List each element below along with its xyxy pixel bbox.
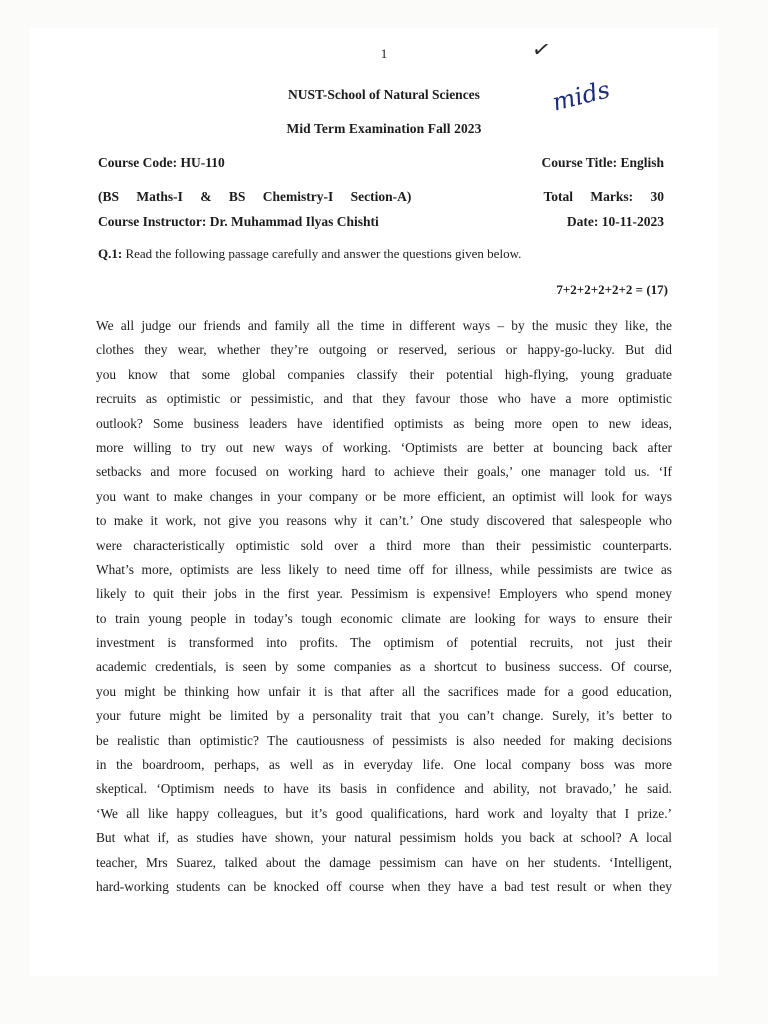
passage-line: you know that some global companies classify their potential high-flying, young graduate	[96, 366, 672, 382]
passage-line: you want to make changes in your company or be more efficient, an optimist will look for ways	[96, 488, 672, 504]
handwritten-note: mids	[549, 75, 613, 117]
exam-title: Mid Term Examination Fall 2023	[286, 121, 482, 136]
reading-passage	[96, 314, 672, 899]
question-marks: 7+2+2+2+2+2 = (17)	[556, 282, 668, 297]
passage-line: to train young people in today’s tough economic climate are looking for ways to ensure their	[96, 610, 672, 626]
passage-line: setbacks and more focused on working hard to achieve their goals,’ one manager told us. ‘If	[96, 464, 672, 480]
passage-line: in the boardroom, perhaps, as well as in everyday life. One local company boss was more	[96, 757, 672, 773]
program-section: (BS Maths-I & BS Chemistry-I Section-A)	[98, 189, 412, 204]
exam-date: Date: 10-11-2023	[566, 214, 664, 229]
passage-line: were characteristically optimistic sold over a third more than their pessimistic counterparts.	[96, 537, 672, 553]
course-code: Course Code: HU-110	[98, 155, 225, 170]
course-instructor: Course Instructor: Dr. Muhammad Ilyas Chishti	[98, 214, 379, 229]
tick-mark-icon: ✓	[529, 36, 553, 65]
passage-line: outlook? Some business leaders have identified optimists as being more open to new ideas,	[96, 415, 672, 431]
passage-line: to make it work, not give you reasons why it can’t.’ One study discovered that salespeople who	[96, 513, 672, 529]
question-prompt	[98, 246, 668, 262]
passage-line: academic credentials, is seen by some companies as a shortcut to business success. Of course,	[96, 659, 672, 675]
passage-line: clothes they wear, whether they’re outgoing or reserved, serious or happy-go-lucky. But did	[96, 342, 672, 358]
passage-line: investment is transformed into profits. The optimism of potential recruits, not just their	[96, 635, 672, 651]
passage-line: What’s more, optimists are less likely to need time off for illness, while pessimists are twice as	[96, 561, 672, 577]
question-label: Q.1:	[98, 246, 123, 261]
institution-title: NUST-School of Natural Sciences	[288, 87, 480, 102]
passage-line: But what if, as studies have shown, your natural pessimism holds you back at school? A local	[96, 830, 672, 846]
passage-line: teacher, Mrs Suarez, talked about the damage pessimism can have on her students. ‘Intelligent,	[96, 854, 672, 870]
passage-line: ‘We all like happy colleagues, but it’s good qualifications, hard work and loyalty that I prize.’	[96, 805, 672, 821]
page-number: 1	[380, 46, 388, 61]
passage-line: you might be thinking how unfair it is that after all the sacrifices made for a good education,	[96, 683, 672, 699]
passage-line: likely to quit their jobs in the first year. Pessimism is expensive! Employers who spend money	[96, 586, 672, 602]
passage-line: your future might be limited by a personality trait that you can’t change. Surely, it’s better to	[96, 708, 672, 724]
passage-line: hard-working students can be knocked off course when they have a bad test result or when they	[96, 878, 672, 894]
question-text: Read the following passage carefully and answer the questions given below.	[125, 246, 522, 261]
total-marks: Total Marks: 30	[543, 189, 664, 204]
passage-line: recruits as optimistic or pessimistic, and that they favour those who have a more optimistic	[96, 391, 672, 407]
course-title: Course Title: English	[541, 155, 664, 170]
passage-line: more willing to try out new ways of working. ‘Optimists are better at bouncing back after	[96, 439, 672, 455]
passage-line: be realistic than optimistic? The cautiousness of pessimists is also needed for making decisions	[96, 732, 672, 748]
passage-line: skeptical. ‘Optimism needs to have its basis in confidence and ability, not bravado,’ he said.	[96, 781, 672, 797]
passage-line: We all judge our friends and family all the time in different ways – by the music they like, the	[96, 318, 672, 333]
